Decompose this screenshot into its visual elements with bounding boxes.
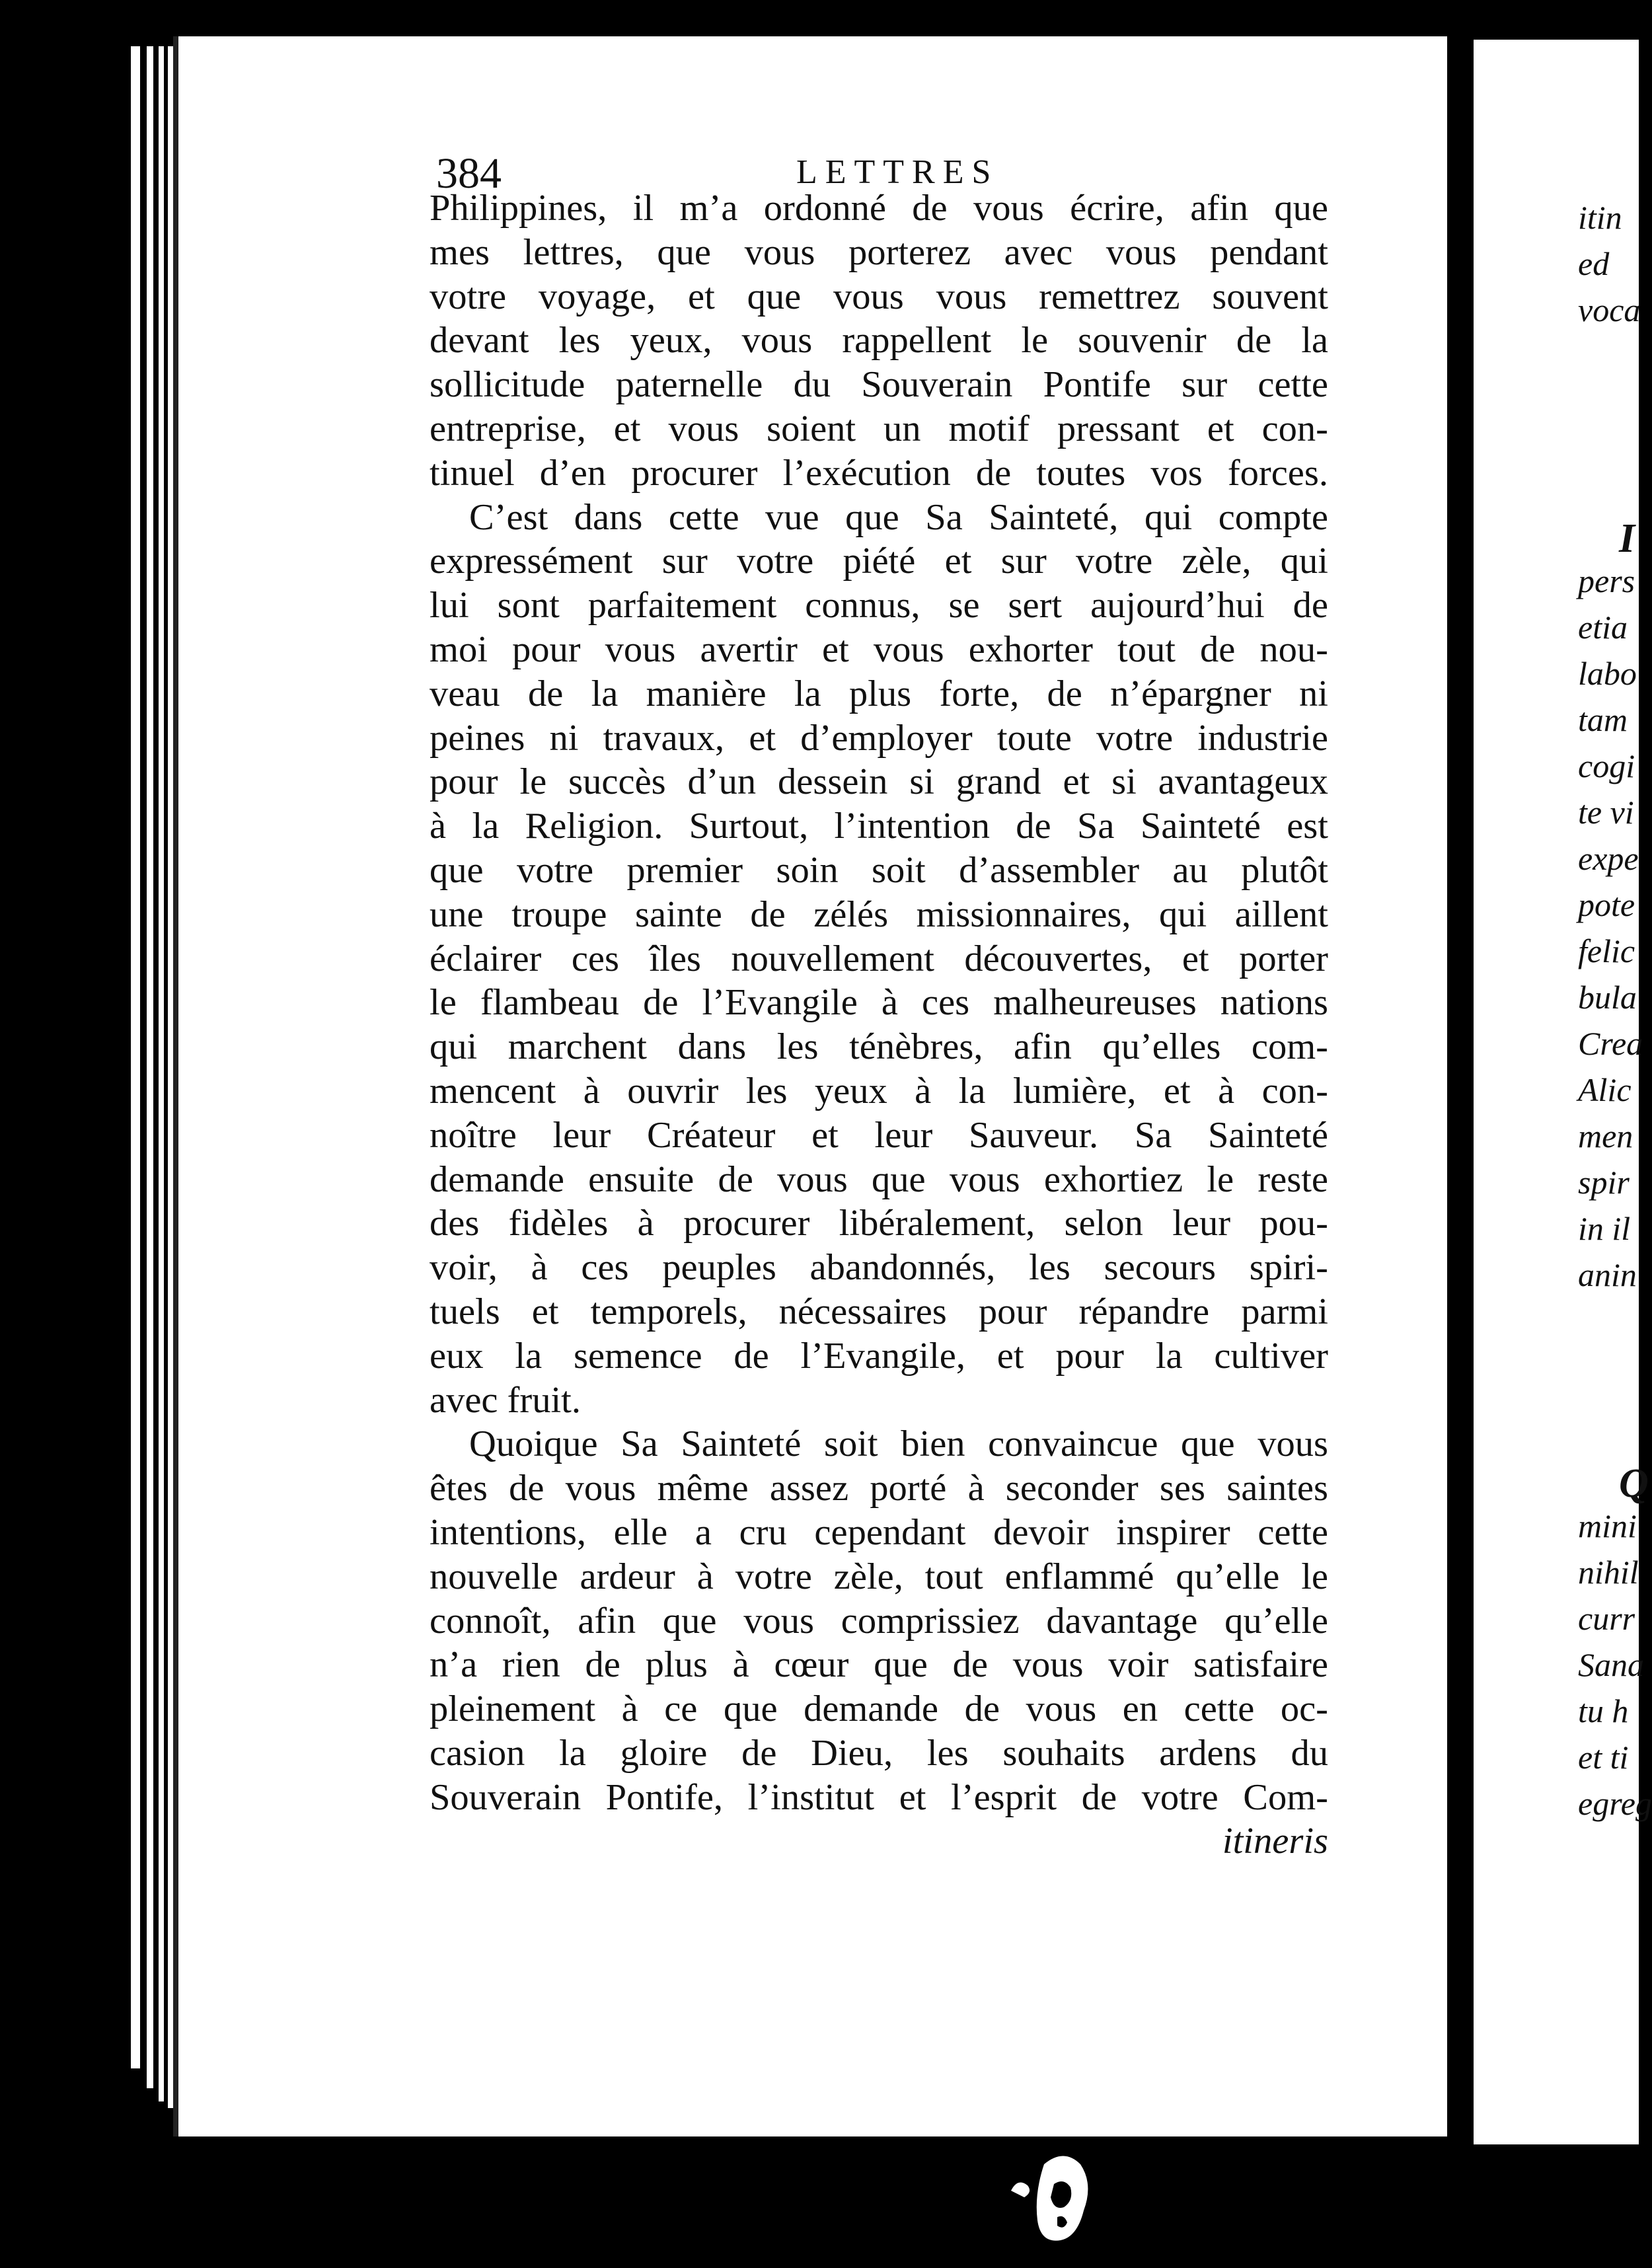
text-line: pleinement à ce que demande de vous en cette oc- [430,1688,1328,1730]
facing-page-fragment: Q [1619,1461,1649,1506]
facing-page-fragment: voca [1578,291,1641,328]
facing-page-fragment: anin [1578,1256,1637,1293]
text-line: noître leur Créateur et leur Sauveur. Sa Sainteté [430,1114,1328,1156]
text-line: que votre premier soin soit d’assembler au plutôt [430,849,1328,891]
text-line: le flambeau de l’Evangile à ces malheureuses nations [430,982,1328,1024]
text-line: lui sont parfaitement connus, se sert aujourd’hui de [430,585,1328,626]
facing-page-fragment: pote [1578,886,1635,923]
catchword: itineris [1222,1821,1328,1862]
facing-page-fragment: Alic [1578,1071,1632,1108]
text-line: mencent à ouvrir les yeux à la lumière, et à con- [430,1070,1328,1112]
text-line: voir, à ces peuples abandonnés, les secours spiri- [430,1247,1328,1289]
text-line: mes lettres, que vous porterez avec vous pendant [430,231,1328,273]
text-line: tuels et temporels, nécessaires pour répandre parmi [430,1291,1328,1332]
text-line: casion la gloire de Dieu, les souhaits ardens du [430,1732,1328,1774]
page-edge [147,46,153,2088]
text-line: pour le succès d’un dessein si grand et si avantageux [430,761,1328,803]
text-line: avec fruit. [430,1379,582,1421]
page-number: 384 [436,149,502,198]
facing-page-fragment: egreg [1578,1785,1652,1822]
running-head: LETTRES [796,153,999,191]
text-line: Quoique Sa Sainteté soit bien convaincue que vous [469,1423,1328,1465]
facing-page-fragment: Sana [1578,1646,1644,1683]
text-line: des fidèles à procurer libéralement, selon leur pou- [430,1203,1328,1244]
facing-page-fragment: spir [1578,1164,1630,1201]
text-line: eux la semence de l’Evangile, et pour la cultiver [430,1335,1328,1377]
text-line: veau de la manière la plus forte, de n’épargner ni [430,673,1328,714]
facing-page-fragment: te vi [1578,794,1634,831]
text-line: Souverain Pontife, l’institut et l’esprit de votre Com- [430,1776,1328,1818]
facing-page-fragment: etia [1578,609,1628,646]
text-line: n’a rien de plus à cœur que de vous voir satisfaire [430,1644,1328,1686]
text-line: connoît, afin que vous comprissiez davantage qu’elle [430,1600,1328,1642]
facing-page-fragment: ed [1578,245,1610,282]
library-stamp-icon [991,2144,1123,2257]
facing-page-fragment: tam [1578,701,1628,738]
body-text [430,186,1328,1864]
facing-page-fragment: bula [1578,979,1637,1016]
facing-page-fragment: cogi [1578,747,1635,784]
facing-page-fragment: pers [1578,562,1635,599]
text-line: nouvelle ardeur à votre zèle, tout enflammé qu’elle le [430,1556,1328,1597]
facing-page-fragment: tu h [1578,1692,1629,1729]
text-line: demande ensuite de vous que vous exhortiez le reste [430,1158,1328,1200]
text-line: à la Religion. Surtout, l’intention de Sa Sainteté est [430,806,1328,847]
facing-page-fragment: mini [1578,1507,1637,1544]
facing-page-fragment: in il [1578,1210,1631,1247]
facing-page-fragment: expe [1578,840,1639,877]
text-line: expressément sur votre piété et sur votre zèle, qui [430,541,1328,582]
facing-page-fragment: I [1619,516,1635,561]
facing-page-fragment: felic [1578,932,1635,969]
text-line: qui marchent dans les ténèbres, afin qu’elles com- [430,1026,1328,1068]
text-line: entreprise, et vous soient un motif pressant et con- [430,408,1328,449]
facing-page-fragment: itin [1578,199,1622,236]
text-line: votre voyage, et que vous vous remettrez souvent [430,276,1328,317]
text-line: peines ni travaux, et d’employer toute votre industrie [430,717,1328,759]
text-line: devant les yeux, vous rappellent le souvenir de la [430,320,1328,361]
text-line: Philippines, il m’a ordonné de vous écrire, afin que [430,188,1328,229]
page-edge [131,46,140,2068]
text-line: C’est dans cette vue que Sa Sainteté, qui compte [469,496,1328,538]
facing-page-fragment: nihil [1578,1554,1639,1591]
text-line: moi pour vous avertir et vous exhorter tout de nou- [430,628,1328,670]
facing-page-fragment: et ti [1578,1739,1629,1776]
page-edge [159,46,164,2101]
facing-page-fragment: labo [1578,655,1637,692]
text-line: êtes de vous même assez porté à seconder ses saintes [430,1468,1328,1509]
text-line: éclairer ces îles nouvellement découvertes, et porter [430,938,1328,979]
text-line: intentions, elle a cru cependant devoir inspirer cette [430,1511,1328,1553]
facing-page-fragment: men [1578,1117,1633,1154]
text-line: sollicitude paternelle du Souverain Pontife sur cette [430,364,1328,406]
facing-page-fragment: Crea [1578,1025,1643,1062]
text-line: une troupe sainte de zélés missionnaires, qui aillent [430,893,1328,935]
text-line: tinuel d’en procurer l’exécution de toutes vos forces. [430,452,1328,494]
facing-page-fragment: curr [1578,1600,1635,1637]
